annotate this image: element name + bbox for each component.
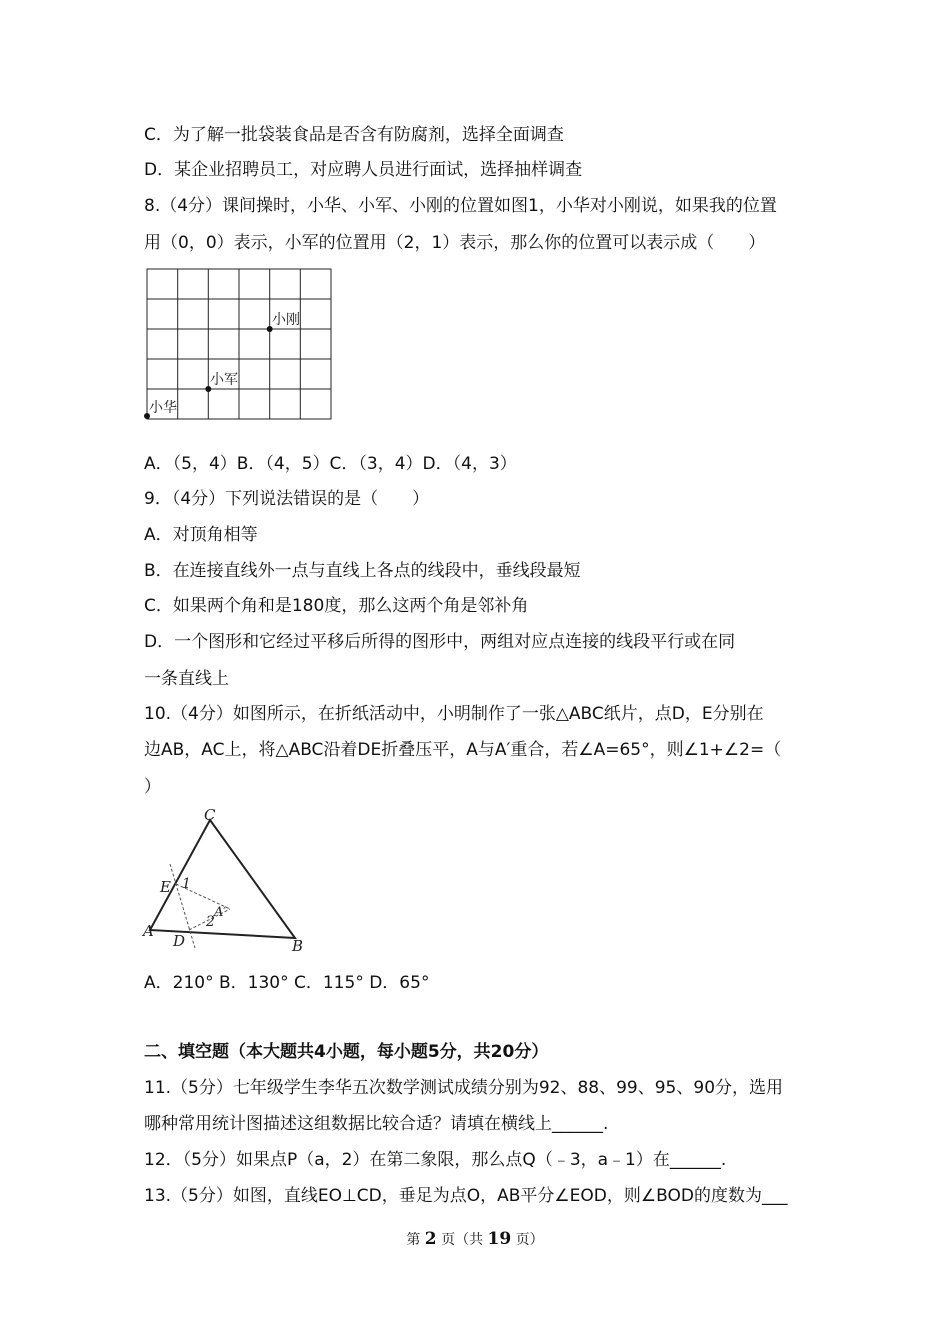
question-10-line-3: ） xyxy=(144,777,161,797)
question-9-option-b: B．在连接直线外一点与直线上各点的线段中，垂线段最短 xyxy=(144,561,581,581)
footer-suffix: 页） xyxy=(515,1232,544,1248)
label-xiaogang: 小刚 xyxy=(272,312,300,328)
footer-middle: 页（共 xyxy=(441,1232,484,1248)
option-8d-prev: D．某企业招聘员工，对应聘人员进行面试，选择抽样调查 xyxy=(144,160,583,180)
label-c: C xyxy=(204,806,216,824)
question-9-option-c: C．如果两个角和是180度，那么这两个角是邻补角 xyxy=(144,596,529,616)
question-9-option-a: A．对顶角相等 xyxy=(144,525,258,545)
footer-page-number: 2 xyxy=(424,1229,437,1249)
question-11-line-1: 11.（5分）七年级学生李华五次数学测试成绩分别为92、88、99、95、90分，选用 xyxy=(144,1078,784,1098)
label-xiaojun: 小军 xyxy=(210,372,238,388)
page-footer xyxy=(0,1229,950,1249)
question-8-line-2: 用（0，0）表示，小军的位置用（2，1）表示，那么你的位置可以表示成（ ） xyxy=(144,233,766,253)
question-9-option-d-line-1: D．一个图形和它经过平移后所得的图形中，两组对应点连接的线段平行或在同 xyxy=(144,632,736,652)
question-11-line-2: 哪种常用统计图描述这组数据比较合适？请填在横线上______. xyxy=(144,1114,609,1134)
question-12: 12．（5分）如果点P（a，2）在第二象限，那么点Q（﹣3，a﹣1）在______. xyxy=(144,1150,727,1170)
grid-figure xyxy=(144,266,336,426)
footer-prefix: 第 xyxy=(406,1232,421,1248)
question-9-stem: 9．（4分）下列说法错误的是（ ） xyxy=(144,489,430,509)
question-10-options: A．210° B．130° C．115° D．65° xyxy=(144,973,430,993)
question-10-line-1: 10.（4分）如图所示，在折纸活动中，小明制作了一张△ABC纸片，点D，E分别在 xyxy=(144,704,764,724)
question-8-line-1: 8.（4分）课间操时，小华、小军、小刚的位置如图1，小华对小刚说，如果我的位置 xyxy=(144,196,777,216)
option-8c-prev: C．为了解一批袋装食品是否含有防腐剂，选择全面调查 xyxy=(144,125,564,145)
question-13-line-1: 13.（5分）如图，直线EO⊥CD，垂足为点O，AB平分∠EOD，则∠BOD的度数为___ xyxy=(144,1186,788,1206)
label-e: E xyxy=(160,878,171,896)
label-a: A xyxy=(143,922,154,940)
label-d: D xyxy=(173,932,186,950)
question-10-line-2: 边AB，AC上，将△ABC沿着DE折叠压平，A与A′重合，若∠A=65°，则∠1+∠2=（ xyxy=(144,740,782,760)
section-2-heading: 二、填空题（本大题共4小题，每小题5分，共20分） xyxy=(144,1042,549,1062)
label-xiaohua: 小华 xyxy=(149,400,177,416)
footer-total-pages: 19 xyxy=(487,1229,512,1249)
label-angle-2: 2 xyxy=(206,914,215,930)
label-b: B xyxy=(292,937,304,955)
triangle-figure xyxy=(140,806,315,956)
label-a-prime: A′ xyxy=(214,905,227,920)
question-9-option-d-line-2: 一条直线上 xyxy=(144,669,229,689)
question-8-options: A．（5，4）B．（4，5）C．（3，4）D．（4，3） xyxy=(144,454,517,474)
label-angle-1: 1 xyxy=(182,876,191,892)
